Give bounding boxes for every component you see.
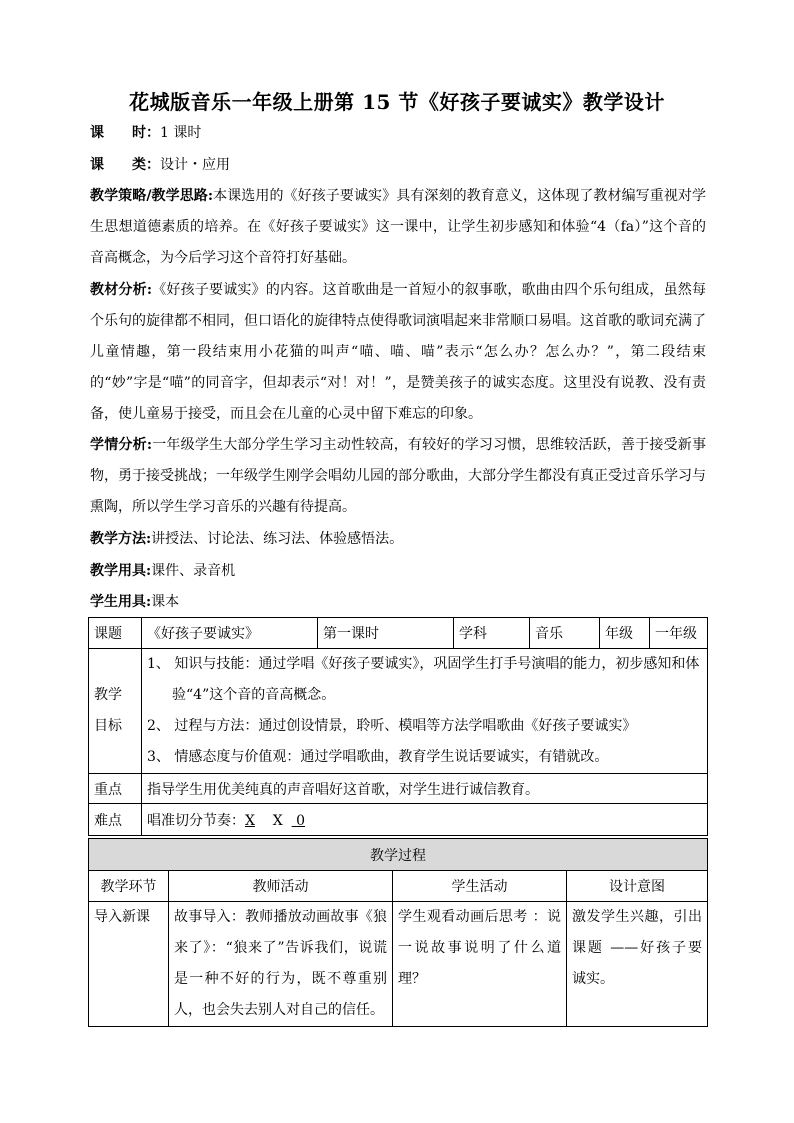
document-title: 花城版音乐一年级上册第 15 节《好孩子要诚实》教学设计	[129, 90, 665, 114]
class-hours-label: 课 时：	[90, 125, 160, 141]
lesson-info-table	[88, 617, 708, 836]
rhythm-note-2: X	[272, 812, 283, 829]
rhythm-rest	[292, 813, 305, 829]
student-tools-label: 学生用具:	[90, 594, 152, 610]
material-paragraph	[90, 275, 706, 430]
rhythm-note-1: X	[245, 812, 255, 829]
subject-value-cell: 音乐	[530, 618, 600, 649]
class-type-line	[90, 150, 706, 181]
strategy-text: 本课选用的《好孩子要诚实》具有深刻的教育意义，这体现了教材编写重视对学生思想道德素质的培养。在《好孩子要诚实》这一课中，让学生初步感知和体验“4（fa）”这个音的音高概念，为今后学习这个音符打好基础。	[90, 188, 707, 266]
process-header-row	[89, 839, 708, 871]
student-analysis-text: 一年级学生大部分学生学习主动性较高，有较好的学习习惯，思维较活跃，善于接受新事物，勇于接受挑战；一年级学生刚学会唱幼儿园的部分歌曲，大部分学生都没有真正受过音乐学习与熏陶，所以学生学习音乐的兴趣有待提高。	[90, 437, 707, 515]
method-text: 讲授法、讨论法、练习法、体验感悟法。	[151, 531, 404, 547]
student-tools-text: 课本	[151, 594, 180, 610]
info-row-difficulty	[89, 804, 708, 836]
method-line	[90, 524, 706, 555]
grade-value-cell: 一年级	[650, 618, 708, 649]
lesson-cell: 第一课时	[318, 618, 454, 649]
table-row	[89, 902, 708, 1027]
row-teacher: 故事导入：教师播放动画故事《狼来了》：“狼来了”告诉我们，说谎是一种不好的行为，既不尊重别人，也会失去别人对自己的信任。	[169, 902, 393, 1027]
row-stage: 导入新课	[89, 902, 169, 1027]
goals-label-line2: 目标	[94, 718, 122, 734]
col-teacher: 教师活动	[169, 871, 393, 902]
difficulty-prefix: 唱准切分节奏：	[147, 812, 245, 829]
class-hours-line	[90, 118, 706, 149]
strategy-paragraph	[90, 181, 706, 274]
class-type-value: 设计・应用	[160, 157, 230, 173]
col-student: 学生活动	[393, 871, 567, 902]
tools-line	[90, 556, 706, 587]
col-intent: 设计意图	[567, 871, 708, 902]
grade-label-cell: 年级	[600, 618, 650, 649]
strategy-label: 教学策略/教学思路:	[90, 188, 214, 204]
row-intent: 激发学生兴趣，引出课题 ——好孩子要诚实。	[567, 902, 708, 1027]
class-hours-value: 1 课时	[160, 125, 202, 141]
material-text: 《好孩子要诚实》的内容。这首歌曲是一首短小的叙事歌，歌曲由四个乐句组成，虽然每个乐句的旋律都不相同，但口语化的旋律特点使得歌词演唱起来非常顺口易唱。这首歌的歌词充满了儿童情趣，第一段结束用小花猫的叫声“喵、喵、喵”表示“怎么办？怎么办？”，第二段结束的“妙”字是“喵”的同音字，但却表示“对！对！”，是赞美孩子的诚实态度。这里没有说教、没有责备，使儿童易于接受，而且会在儿童的心灵中留下难忘的印象。	[90, 282, 707, 422]
goal-1-line2: 验“4”这个音的音高概念。	[172, 687, 336, 703]
topic-value-cell: 《好孩子要诚实》	[142, 618, 318, 649]
info-row-topic	[89, 618, 708, 649]
goals-label-cell	[89, 649, 142, 774]
subject-label-cell: 学科	[454, 618, 530, 649]
class-type-label: 课 类：	[90, 157, 160, 173]
key-label-cell: 重点	[89, 774, 142, 804]
topic-label-cell: 课题	[89, 618, 142, 649]
goal-1-line1: 1、 知识与技能：通过学唱《好孩子要诚实》，巩固学生打手号演唱的能力，初步感知和体	[147, 656, 700, 672]
goal-3: 3、 情感态度与价值观：通过学唱歌曲，教育学生说话要诚实，有错就改。	[147, 749, 609, 765]
student-analysis-paragraph	[90, 430, 706, 523]
student-analysis-label: 学情分析:	[90, 437, 152, 453]
goal-2: 2、 过程与方法：通过创设情景，聆听、模唱等方法学唱歌曲《好孩子要诚实》	[147, 718, 637, 734]
method-label: 教学方法:	[90, 531, 152, 547]
teaching-process-table	[88, 838, 708, 1027]
process-columns-row	[89, 871, 708, 902]
goals-label-line1: 教学	[94, 687, 122, 703]
material-label: 教材分析:	[90, 282, 152, 298]
row-student: 学生观看动画后思考 ：说一说故事说明了什么道理？	[393, 902, 567, 1027]
difficulty-value-cell	[142, 804, 708, 836]
tools-label: 教学用具:	[90, 563, 152, 579]
rhythm-rest-text: 0	[296, 812, 306, 829]
info-row-key	[89, 774, 708, 804]
difficulty-label-cell: 难点	[89, 804, 142, 836]
process-header: 教学过程	[89, 839, 708, 871]
key-value-cell: 指导学生用优美纯真的声音唱好这首歌，对学生进行诚信教育。	[142, 774, 708, 804]
tools-text: 课件、录音机	[151, 563, 236, 579]
student-tools-line	[90, 587, 706, 618]
goals-content-cell	[142, 649, 708, 774]
info-row-goals	[89, 649, 708, 774]
col-stage: 教学环节	[89, 871, 169, 902]
